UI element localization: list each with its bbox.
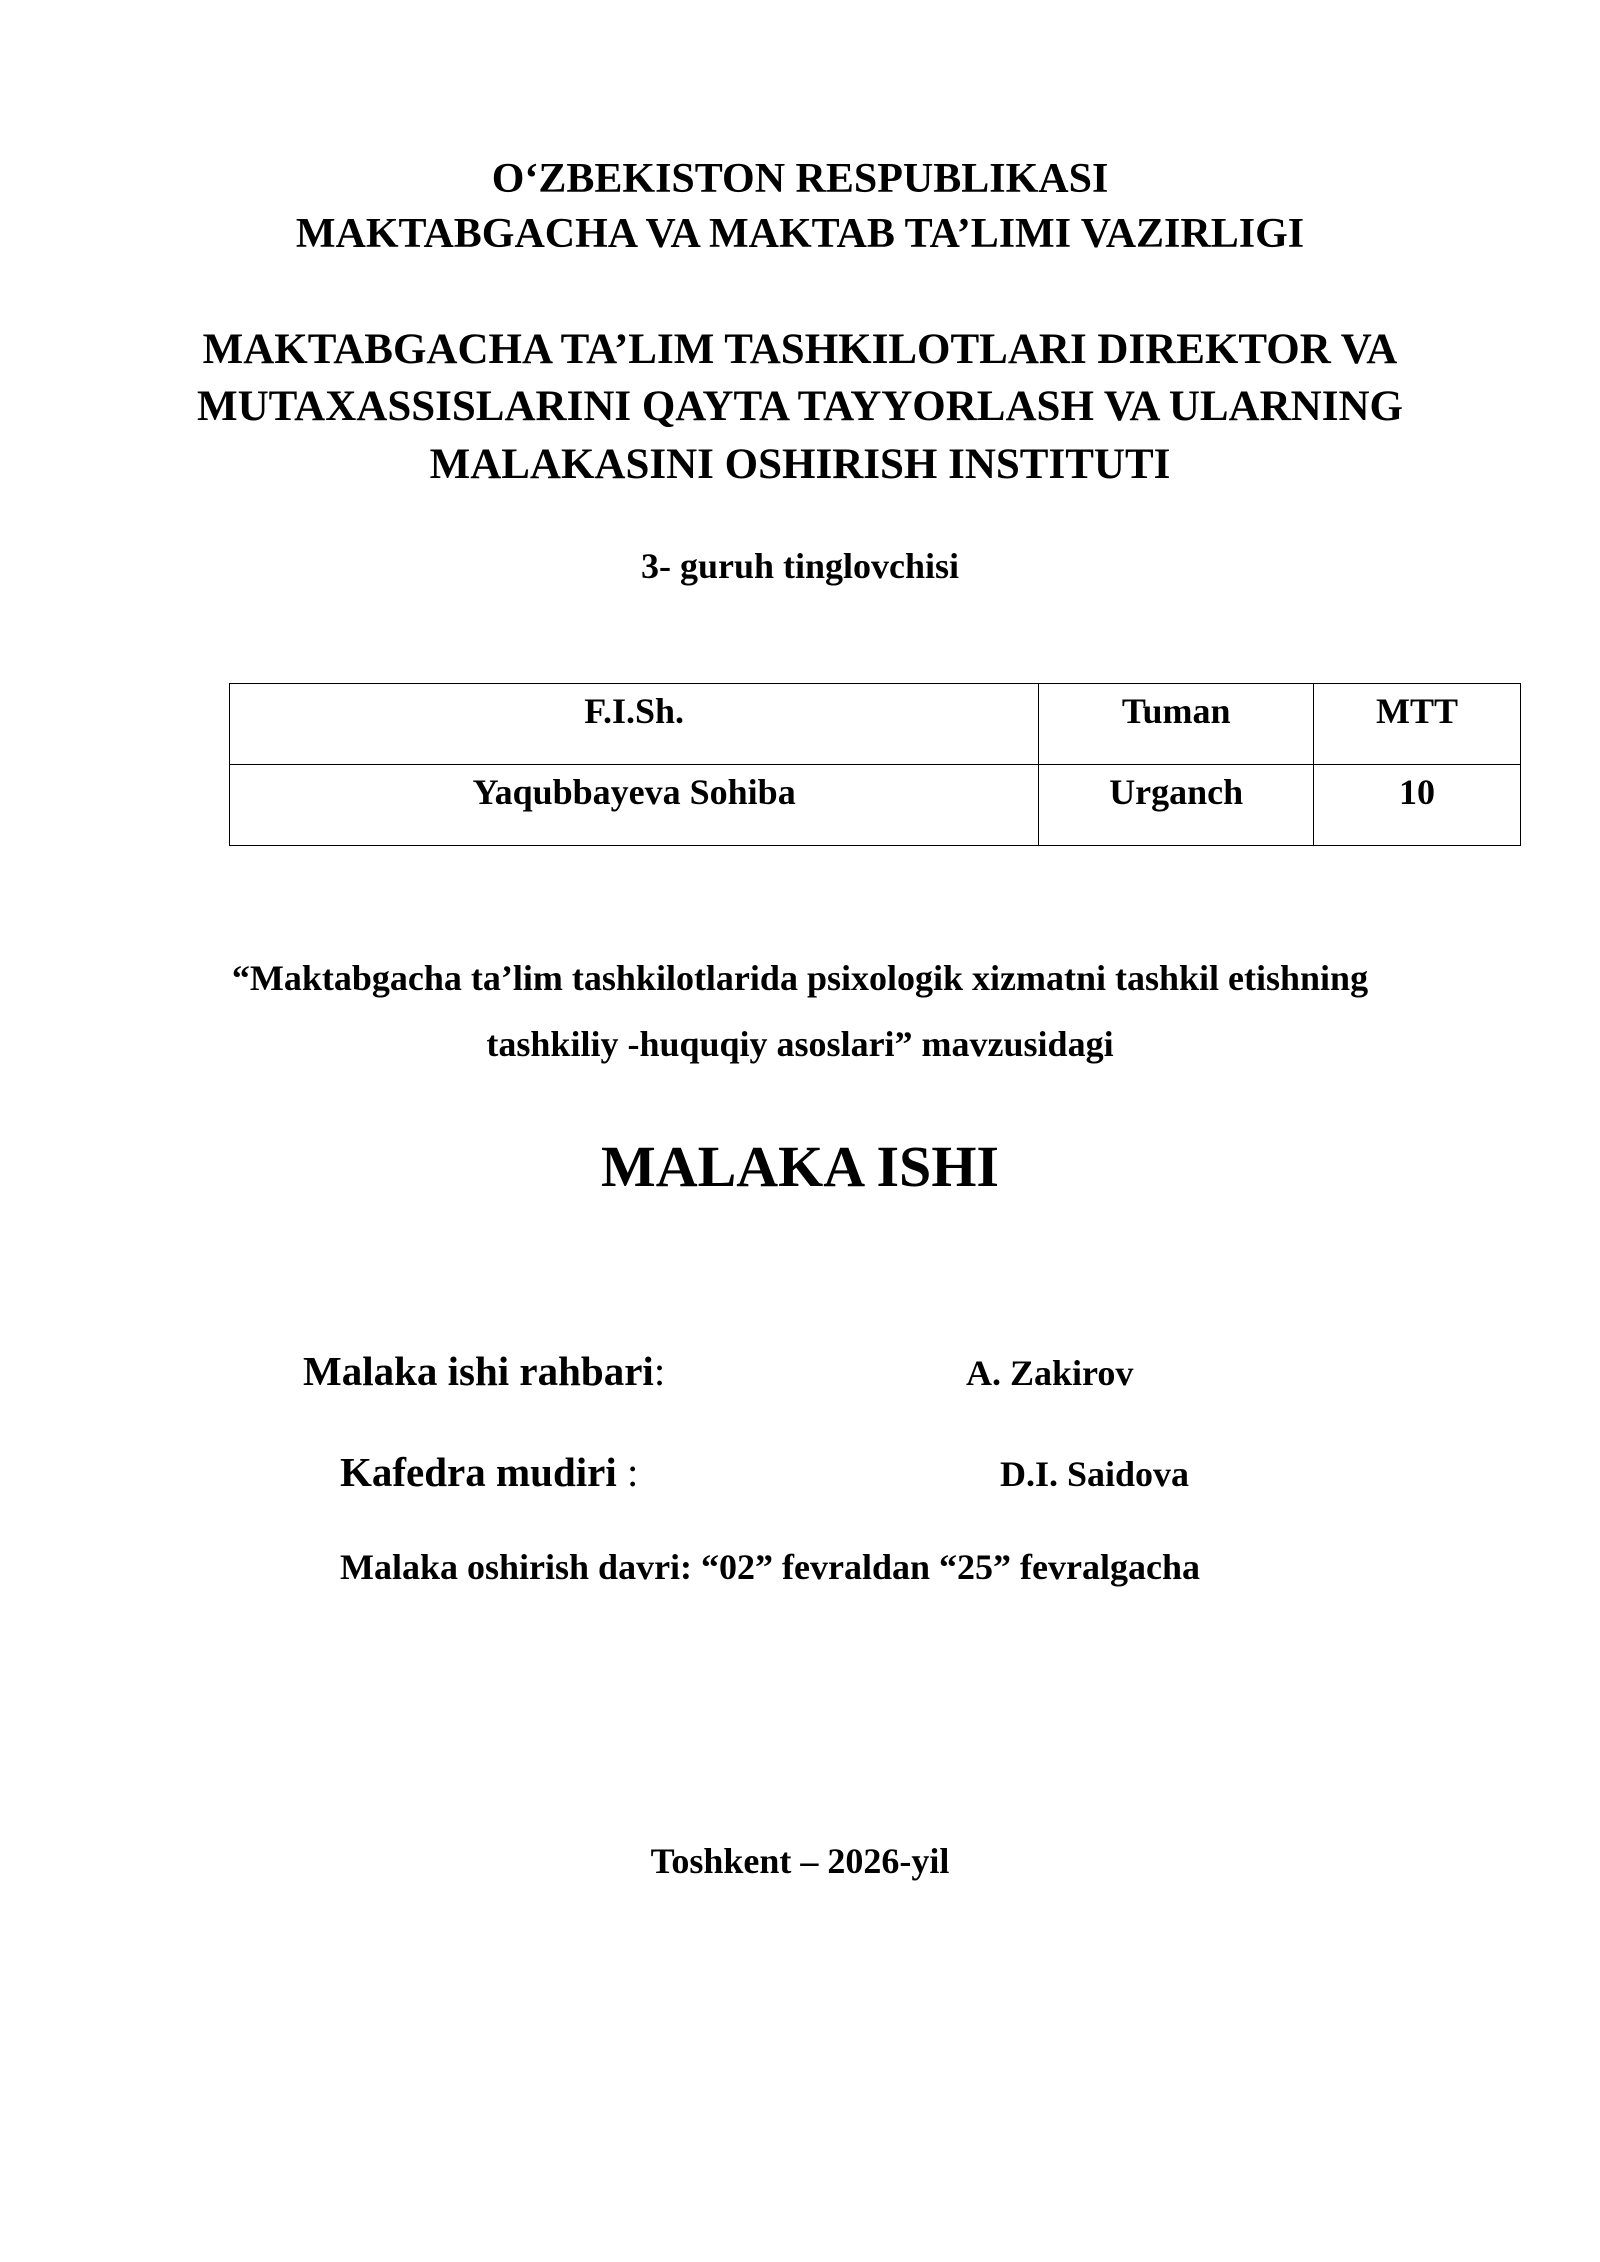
table-row [230, 765, 1521, 846]
table-cell-district: Urganch [1039, 765, 1314, 846]
document-title: MALAKA ISHI [600, 1134, 999, 1199]
table-cell-name: Yaqubbayeva Sohiba [230, 765, 1039, 846]
supervisor-label: Malaka ishi rahbari: [303, 1348, 666, 1394]
topic-line-2: tashkiliy -huquqiy asoslari” mavzusidagi [486, 1024, 1114, 1064]
department-head-label: Kafedra mudiri : [340, 1449, 639, 1495]
institute-line-1: MAKTABGACHA TA’LIM TASHKILOTLARI DIREKTOR VA [202, 326, 1398, 373]
institute-line-3: MALAKASINI OSHIRISH INSTITUTI [429, 441, 1171, 488]
institute-line-2: MUTAXASSISLARINI QAYTA TAYYORLASH VA ULARNING [197, 383, 1403, 430]
topic-line-1: “Maktabgacha ta’lim tashkilotlarida psixologik xizmatni tashkil etishning [231, 958, 1369, 998]
participant-table [229, 683, 1521, 846]
table-header-row [230, 684, 1521, 765]
table-header-tuman: Tuman [1039, 684, 1314, 765]
supervisor-name: A. Zakirov [966, 1353, 1134, 1393]
group-label: 3- guruh tinglovchisi [640, 546, 960, 586]
ministry-line-1: O‘ZBEKISTON RESPUBLIKASI [491, 156, 1109, 202]
ministry-line-2: MAKTABGACHA VA MAKTAB TA’LIMI VAZIRLIGI [295, 211, 1305, 257]
table-cell-mtt: 10 [1314, 765, 1521, 846]
table-header-fish: F.I.Sh. [230, 684, 1039, 765]
department-head-name: D.I. Saidova [1000, 1454, 1190, 1494]
table-header-mtt: MTT [1314, 684, 1521, 765]
place-and-year: Toshkent – 2026-yil [650, 1841, 950, 1881]
training-period: Malaka oshirish davri: “02” fevraldan “25” fevralgacha [340, 1547, 1200, 1587]
